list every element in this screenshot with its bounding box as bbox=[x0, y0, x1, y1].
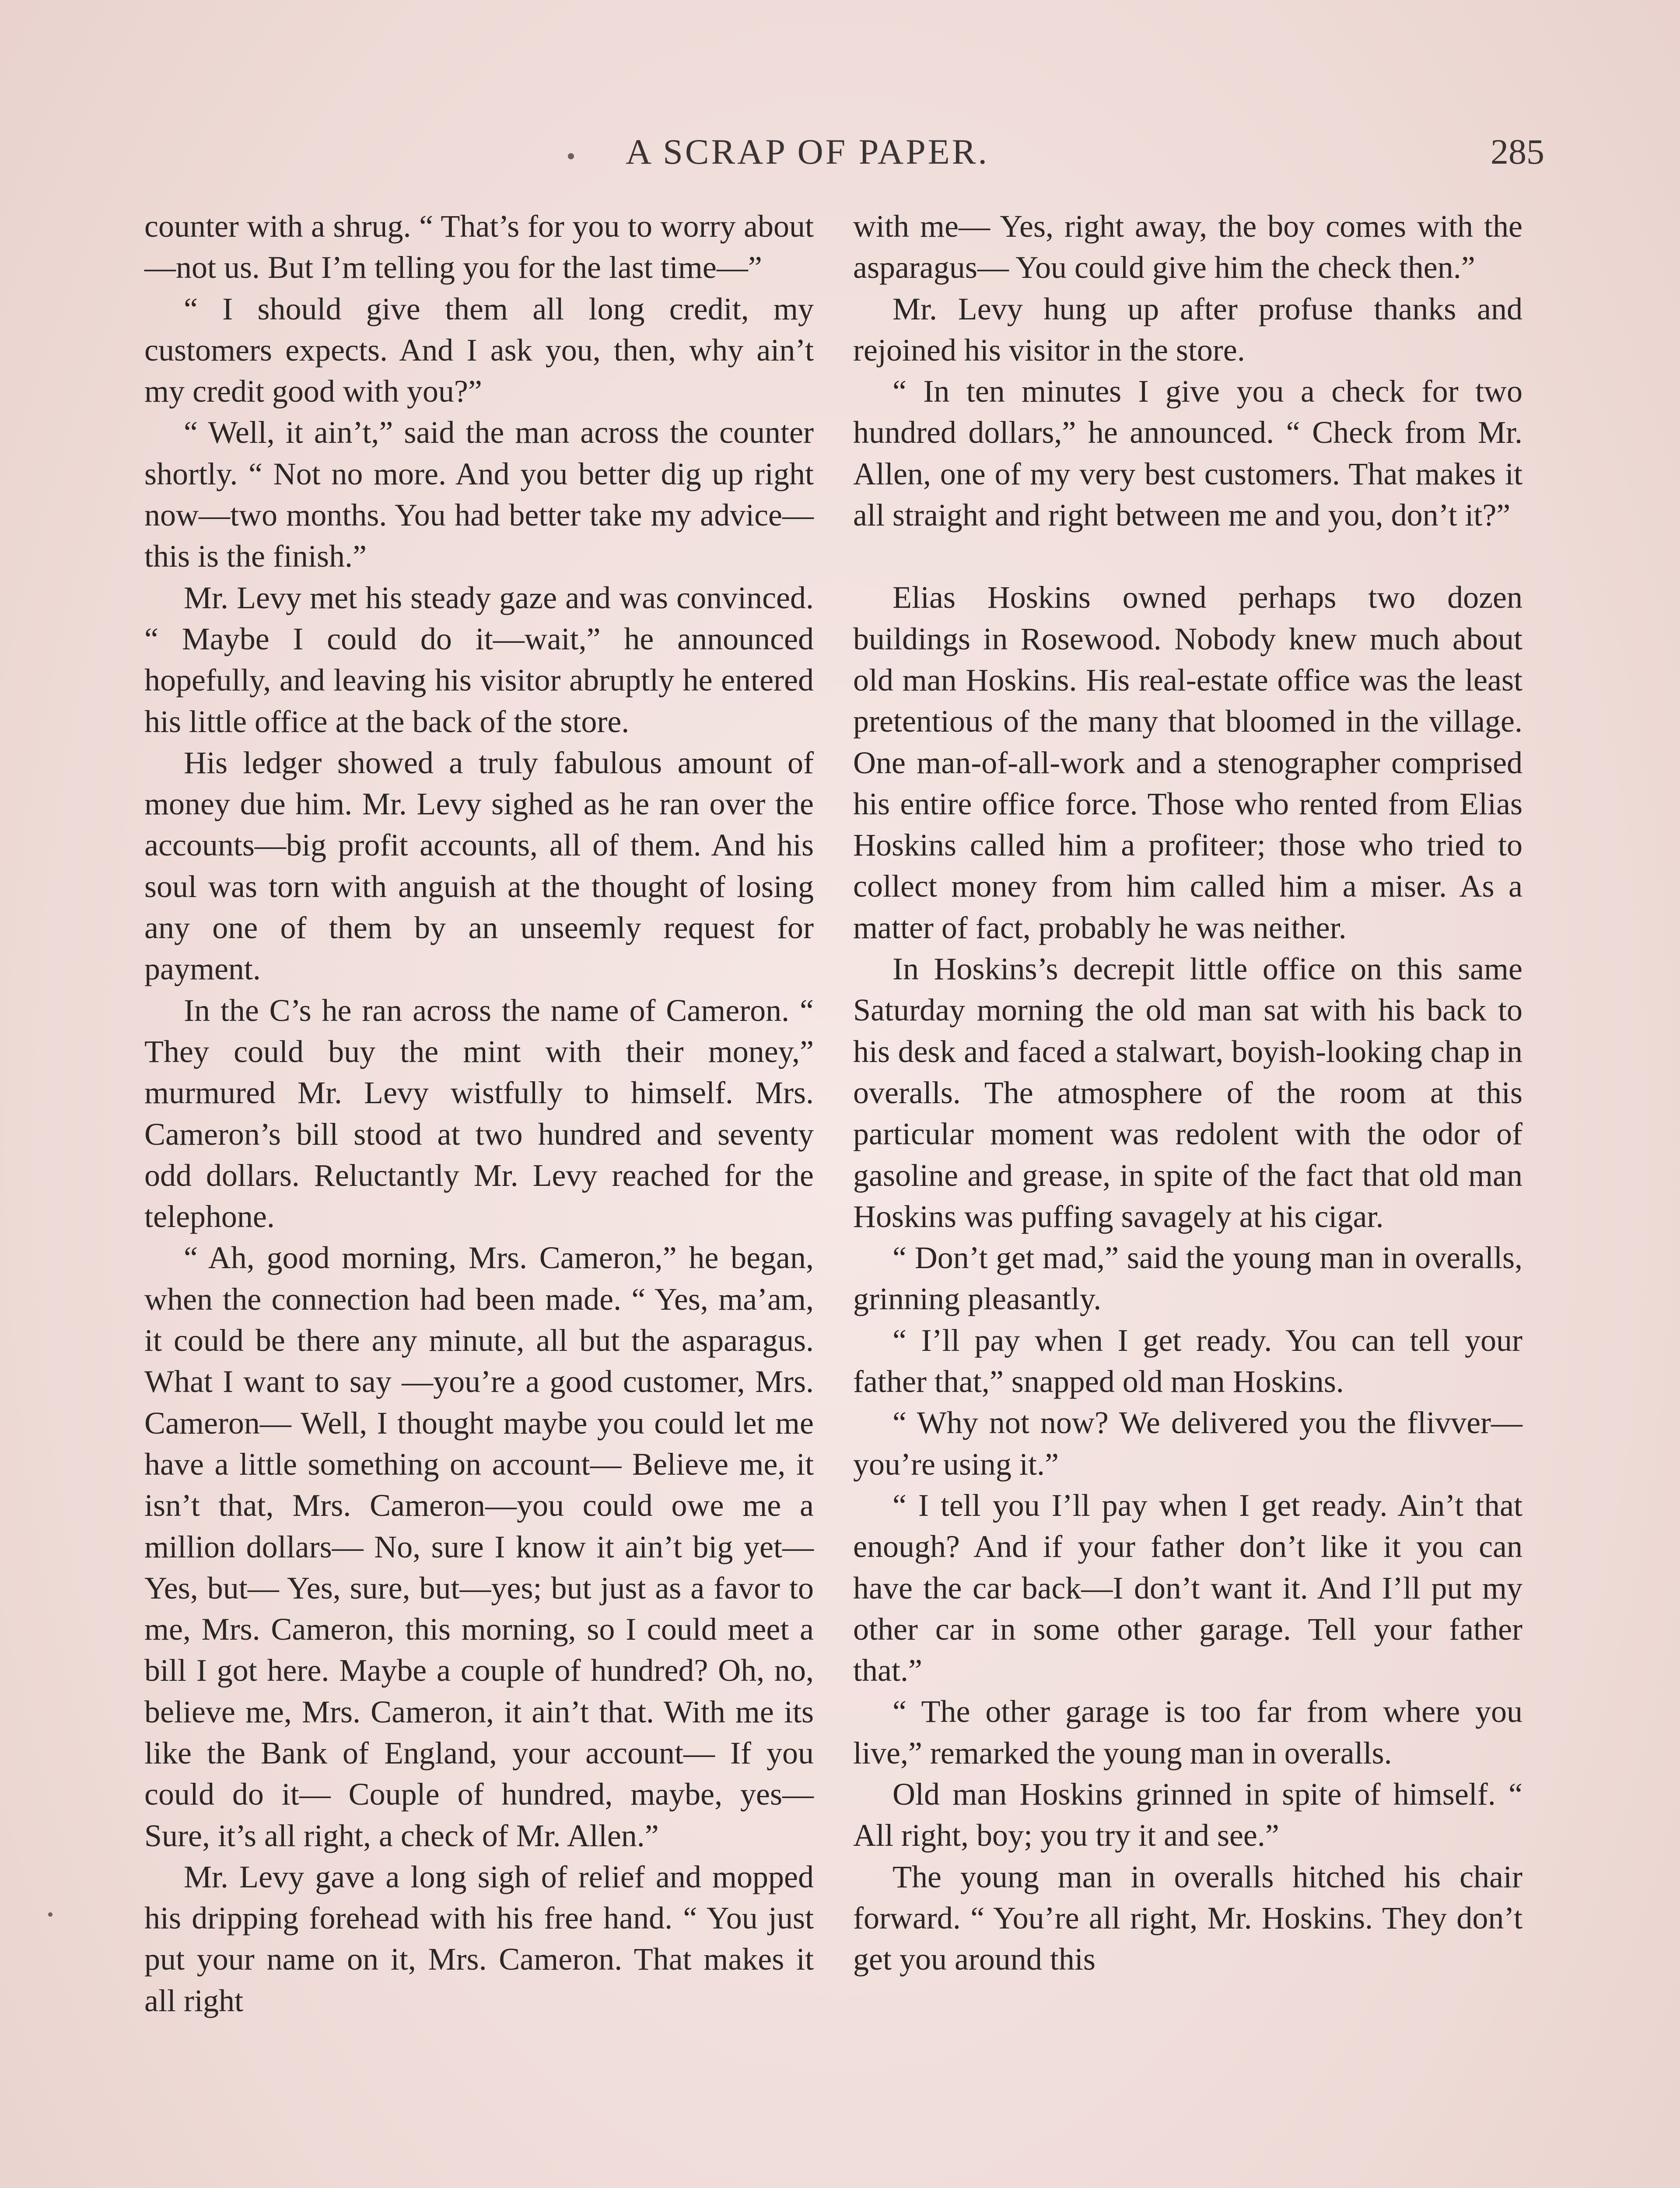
paragraph: “ I tell you I’ll pay when I get ready. Ain’t that enough? And if your father don’t like it you can have the car back—I don’t want it. And I’ll put my other car in some other garage. Tell your father that.” bbox=[853, 1487, 1522, 1688]
paragraph: “ In ten minutes I give you a check for two hundred dollars,” he announced. “ Check from Mr. Allen, one of my very best customers. That makes it all straight and right between me and you, don’t it?” bbox=[853, 374, 1522, 533]
right-column bbox=[853, 206, 1522, 1980]
paragraph: In the C’s he ran across the name of Cameron. “ They could buy the mint with their money,” murmured Mr. Levy wistfully to himself. Mrs. Cameron’s bill stood at two hundred and seventy odd dollars. Reluctantly Mr. Levy reached for the telephone. bbox=[144, 992, 814, 1234]
paragraph: with me— Yes, right away, the boy comes with the asparagus— You could give him the check then.” bbox=[853, 209, 1522, 285]
paragraph: “ The other garage is too far from where you live,” remarked the young man in overalls. bbox=[853, 1694, 1522, 1771]
paragraph: In Hoskins’s decrepit little office on this same Saturday morning the old man sat with his back to his desk and faced a stalwart, boyish-looking chap in overalls. The atmosphere of the room at this particular moment was redolent with the odor of gasoline and grease, in spite of the fact that old man Hoskins was puffing savagely at his cigar. bbox=[853, 951, 1522, 1234]
paragraph: “ I’ll pay when I get ready. You can tell your father that,” snapped old man Hoskins. bbox=[853, 1322, 1522, 1399]
page-header bbox=[144, 131, 1544, 179]
paragraph: Mr. Levy hung up after profuse thanks and rejoined his visitor in the store. bbox=[853, 291, 1522, 368]
paragraph: His ledger showed a truly fabulous amount of money due him. Mr. Levy sighed as he ran over the accounts—big profit accounts, all of them. And his soul was torn with anguish at the thought of losing any one of them by an unseemly request for payment. bbox=[144, 745, 814, 987]
paragraph: Mr. Levy met his steady gaze and was convinced. “ Maybe I could do it—wait,” he announced hopefully, and leaving his visitor abruptly he entered his little office at the back of the store. bbox=[144, 580, 814, 739]
paragraph: “ Don’t get mad,” said the young man in overalls, grinning pleasantly. bbox=[853, 1240, 1522, 1317]
page-number: 285 bbox=[1491, 132, 1544, 172]
paragraph: “ Well, it ain’t,” said the man across the counter shortly. “ Not no more. And you better dig up right now—two months. You had better take my advice—this is the finish.” bbox=[144, 415, 814, 574]
paragraph: “ I should give them all long credit, my customers expects. And I ask you, then, why ain’t my credit good with you?” bbox=[144, 291, 814, 409]
left-column bbox=[144, 206, 814, 2021]
paragraph: The young man in overalls hitched his chair forward. “ You’re all right, Mr. Hoskins. They don’t get you around this bbox=[853, 1859, 1522, 1977]
paragraph: Mr. Levy gave a long sigh of relief and mopped his dripping forehead with his free hand. “ You just put your name on it, Mrs. Cameron. That makes it all right bbox=[144, 1859, 814, 2018]
paragraph: Elias Hoskins owned perhaps two dozen buildings in Rosewood. Nobody knew much about old man Hoskins. His real-estate office was the least pretentious of the many that bloomed in the village. One man-of-all-work and a stenographer comprised his entire office force. Those who rented from Elias Hoskins called him a profiteer; those who tried to collect money from him called him a miser. As a matter of fact, probably he was neither. bbox=[853, 580, 1522, 945]
paragraph: “ Why not now? We delivered you the flivver—you’re using it.” bbox=[853, 1405, 1522, 1482]
paragraph: Old man Hoskins grinned in spite of himself. “ All right, boy; you try it and see.” bbox=[853, 1776, 1522, 1853]
paragraph: “ Ah, good morning, Mrs. Cameron,” he began, when the connection had been made. “ Yes, ma’am, it could be there any minute, all but the asparagus. What I want to say —you’re a good customer, Mrs. Cameron— Well, I thought maybe you could let me have a little something on account— Believe me, it isn’t that, Mrs. Cameron—you could owe me a million dollars— No, sure I know it ain’t big yet— Yes, but— Yes, sure, but—yes; but just as a favor to me, Mrs. Cameron, this morning, so I could meet a bill I got here. Maybe a couple of hundred? Oh, no, believe me, Mrs. Cameron, it ain’t that. With me its like the Bank of England, your account— If you could do it— Couple of hundred, maybe, yes— Sure, it’s all right, a check of Mr. Allen.” bbox=[144, 1240, 814, 1853]
paragraph: counter with a shrug. “ That’s for you to worry about—not us. But I’m telling you for the last time—” bbox=[144, 209, 814, 285]
paper-speck bbox=[568, 153, 574, 159]
paper-speck bbox=[48, 1912, 52, 1917]
running-title: A SCRAP OF PAPER. bbox=[626, 132, 989, 172]
